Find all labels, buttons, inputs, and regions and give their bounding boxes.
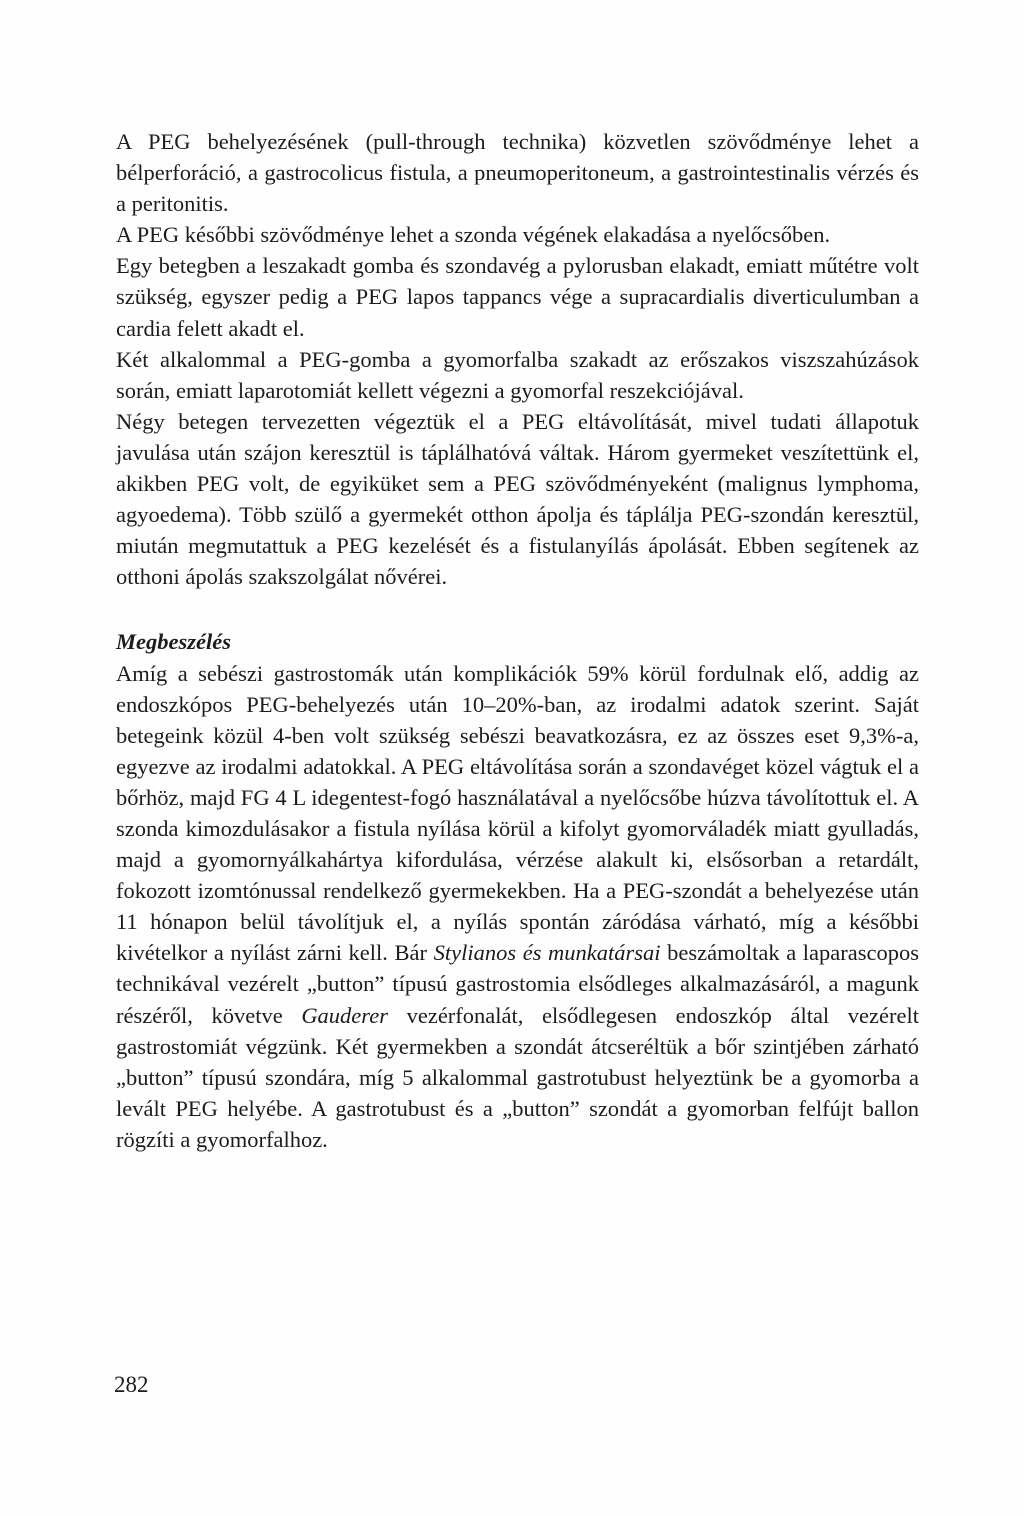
section-heading: Megbeszélés <box>116 629 231 655</box>
body-text <box>116 126 919 1155</box>
paragraph-discussion <box>116 658 919 1156</box>
paragraph-removal: Négy betegen tervezetten végeztük el a PEG eltávolítását, mivel tudati állapotuk javulása után szájon keresztül is táplálhatóvá váltak. Három gyermeket veszítettünk el, akikben PEG volt, de egyiküket sem a PEG szövődményeként (malignus lymphoma, agyoedema). Több szülő a gyermekét otthon ápolja és táplálja PEG-szondán keresztül, miután megmutattuk a PEG kezelését és a fistulanyílás ápolását. Ebben segítenek az otthoni ápolás szakszolgálat nővérei. <box>116 408 919 590</box>
paragraph-late-complications: A PEG későbbi szövődménye lehet a szonda végének elakadása a nyelőcsőben. <box>116 222 831 248</box>
page-number: 282 <box>114 1372 149 1397</box>
section-spacer <box>116 592 919 626</box>
discussion-text-part1: Amíg a sebészi gastrostomák után komplikációk 59% körül fordulnak elő, addig az endoszkópos PEG-behelyezés után 10–20%-ban, az irodalmi adatok szerint. Saját betegeink közül 4-ben volt szükség sebészi beavatkozásra, ez az összes eset 9,3%-a, egyezve az irodalmi adatokkal. A PEG eltávolítása során a szondavéget közel vágtuk el a bőrhöz, majd FG 4 L idegentest-fogó használatával a nyelőcsőbe húzva távolítottuk el. A szonda kimozdulásakor a fistula nyílása körül a kifolyt gyomorváladék miatt gyulladás, majd a gyomornyálkahártya kifordulása, vérzése alakult ki, elsősorban a retardált, fokozott izomtónussal rendelkező gyermekekben. Ha a PEG-szondát a behelyezése után 11 hónapon belül távolítjuk el, a nyílás spontán záródása várható, míg a későbbi kivételkor a nyílást zárni kell. Bár <box>116 660 919 966</box>
paragraph-early-complications: A PEG behelyezésének (pull-through technika) közvetlen szövődménye lehet a bélperforáció, a gastrocolicus fistula, a pneumoperitoneum, a gastrointestinalis vérzés és a peritonitis. <box>116 129 919 217</box>
paragraph-pylorus-case: Egy betegben a leszakadt gomba és szondavég a pylorusban elakadt, emiatt műtétre volt szükség, egyszer pedig a PEG lapos tappancs vége a supracardialis diverticulumban a cardia felett akadt el. <box>116 253 919 341</box>
discussion-text-part2: beszámoltak a laparascopos technikával vezérelt „button” típusú gastrostomia elsődleges alkalmazásáról, a magunk részéről, követve <box>116 940 920 1028</box>
discussion-text-part3: vezérfonalát, elsődlegesen endoszkóp által vezérelt gastrostomiát végzünk. Két gyermekben a szondát átcseréltük a bőr szintjében zárható „button” típusú szondára, míg 5 alkalommal gastrotubust helyeztünk be a gyomorba a levált PEG helyébe. A gastrotubust és a „button” szondát a gyomorban felfújt ballon rögzíti a gyomorfalhoz. <box>116 1002 919 1152</box>
cited-author-stylianos: Stylianos és munkatársai <box>433 940 661 966</box>
paragraph-laparotomy: Két alkalommal a PEG-gomba a gyomorfalba szakadt az erőszakos viszszahúzások során, emiatt laparotomiát kellett végezni a gyomorfal reszekciójával. <box>116 346 919 403</box>
cited-author-gauderer: Gauderer <box>301 1002 388 1028</box>
